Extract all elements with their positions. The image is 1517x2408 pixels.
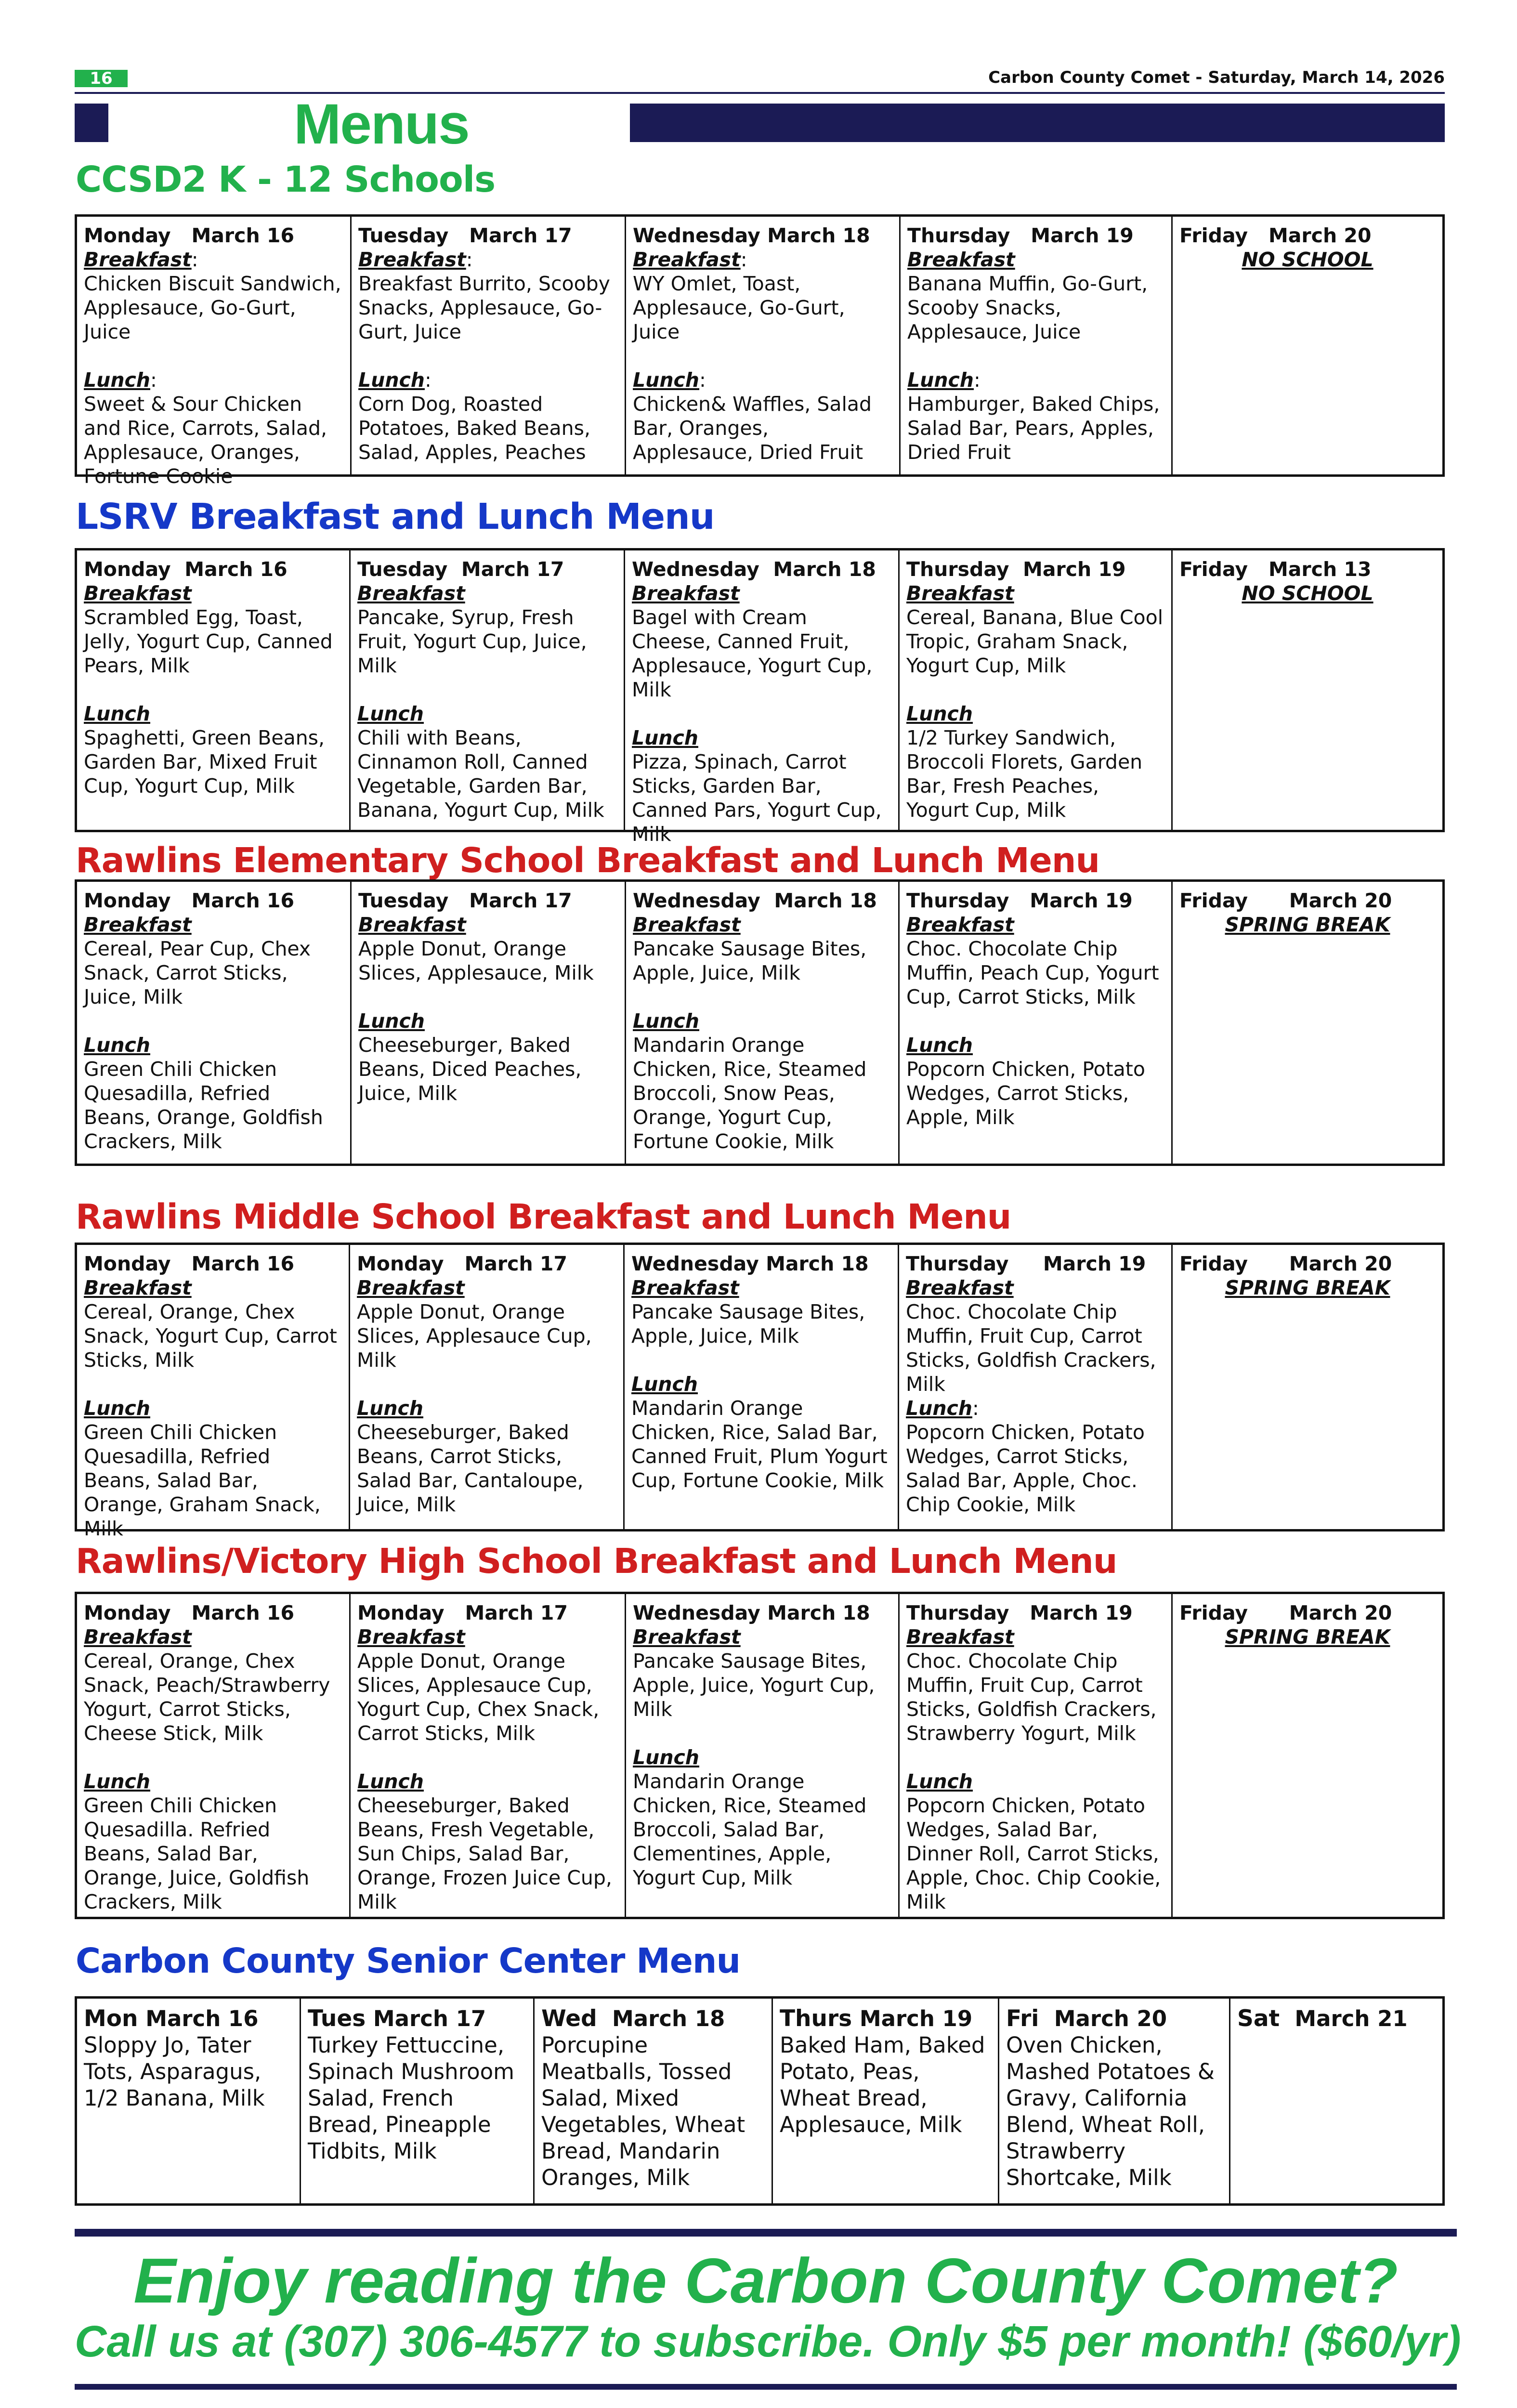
ccsd2-title: CCSD2 K - 12 Schools <box>76 159 496 200</box>
lunch-items: Popcorn Chicken, Potato Wedges, Carrot Sticks, Salad Bar, Apple, Choc. Chip Cookie, Milk <box>906 1421 1145 1516</box>
breakfast-items: Bagel with Cream Cheese, Canned Fruit, Applesauce, Yogurt Cup, Milk <box>632 606 873 701</box>
lsrv-title: LSRV Breakfast and Lunch Menu <box>76 496 715 537</box>
header-square <box>75 104 108 142</box>
lunch-items: Cheeseburger, Baked Beans, Carrot Sticks, Salad Bar, Cantaloupe, Juice, Milk <box>357 1421 584 1516</box>
menu-day-cell: Thursday March 19 Breakfast Cereal, Banana, Blue Cool Tropic, Graham Snack, Yogurt Cup, Milk Lunch 1/2 Turkey Sandwich, Broccoli Florets, Garden Bar, Fresh Peaches, Yogurt Cup, Milk <box>900 550 1173 830</box>
spring-break-note: SPRING BREAK <box>1225 1276 1390 1299</box>
senior-menu-items: Sloppy Jo, Tater Tots, Asparagus, 1/2 Banana, Milk <box>84 2032 265 2111</box>
menu-day-cell: Thursday March 19 Breakfast Choc. Chocolate Chip Muffin, Fruit Cup, Carrot Sticks, Goldfish Crackers, Milk Lunch: Popcorn Chicken, Potato Wedges, Carrot Sticks, Salad Bar, Apple, Choc. Chip Cookie, Milk <box>899 1245 1173 1529</box>
breakfast-items: WY Omlet, Toast, Applesauce, Go-Gurt, Juice <box>633 272 845 343</box>
menu-day-cell: Monday March 17 Breakfast Apple Donut, Orange Slices, Applesauce Cup, Yogurt Cup, Chex Snack, Carrot Sticks, Milk Lunch Cheeseburger, Baked Beans, Fresh Vegetable, Sun Chips, Salad Bar, Orange, Frozen Juice Cup, Milk <box>351 1594 626 1917</box>
senior-menu-table <box>75 1996 1445 2206</box>
page-number: 16 <box>75 70 128 87</box>
promo-bottom-rule <box>75 2384 1457 2390</box>
high-menu-table <box>75 1592 1445 1919</box>
menu-day-cell: Monday March 16 Breakfast Cereal, Orange, Chex Snack, Yogurt Cup, Carrot Sticks, Milk Lunch Green Chili Chicken Quesadilla, Refried Beans, Salad Bar, Orange, Graham Snack, Milk <box>77 1245 350 1529</box>
publication-dateline: Carbon County Comet - Saturday, March 14, 2026 <box>988 68 1445 87</box>
menu-day-cell: Thurs March 19 Baked Ham, Baked Potato, Peas, Wheat Bread, Applesauce, Milk <box>773 1999 999 2203</box>
high-title: Rawlins/Victory High School Breakfast and Lunch Menu <box>76 1541 1117 1581</box>
breakfast-items: Cereal, Pear Cup, Chex Snack, Carrot Sticks, Juice, Milk <box>84 937 311 1008</box>
senior-menu-items: Turkey Fettuccine, Spinach Mushroom Salad, French Bread, Pineapple Tidbits, Milk <box>308 2032 515 2164</box>
header-rule <box>75 92 1445 94</box>
promo-top-rule <box>75 2229 1457 2237</box>
menu-day-cell: Wednesday March 18 Breakfast Bagel with Cream Cheese, Canned Fruit, Applesauce, Yogurt Cup, Milk Lunch Pizza, Spinach, Carrot Sticks, Garden Bar, Canned Pars, Yogurt Cup, Milk <box>625 550 900 830</box>
spring-break-note: SPRING BREAK <box>1225 1625 1390 1649</box>
elementary-title: Rawlins Elementary School Breakfast and Lunch Menu <box>76 840 1100 880</box>
menu-day-cell: Fri March 20 Oven Chicken, Mashed Potatoes & Gravy, California Blend, Wheat Roll, Strawberry Shortcake, Milk <box>999 1999 1230 2203</box>
lunch-items: Popcorn Chicken, Potato Wedges, Carrot Sticks, Apple, Milk <box>906 1058 1145 1129</box>
menu-day-cell: Friday March 13 NO SCHOOL <box>1173 550 1442 830</box>
breakfast-items: Banana Muffin, Go-Gurt, Scooby Snacks, Applesauce, Juice <box>907 272 1148 343</box>
menu-day-cell: Friday March 20 SPRING BREAK <box>1173 1594 1442 1917</box>
lunch-items: 1/2 Turkey Sandwich, Broccoli Florets, Garden Bar, Fresh Peaches, Yogurt Cup, Milk <box>906 726 1143 822</box>
menu-day-cell: Monday March 16 Breakfast Cereal, Pear Cup, Chex Snack, Carrot Sticks, Juice, Milk Lunch Green Chili Chicken Quesadilla, Refried Beans, Orange, Goldfish Crackers, Milk <box>77 882 352 1164</box>
lunch-items: Green Chili Chicken Quesadilla. Refried Beans, Salad Bar, Orange, Juice, Goldfish Crackers, Milk <box>84 1794 310 1913</box>
promo-headline: Enjoy reading the Carbon County Comet? <box>133 2245 1398 2316</box>
lunch-items: Cheeseburger, Baked Beans, Fresh Vegetable, Sun Chips, Salad Bar, Orange, Frozen Juice Cup, Milk <box>357 1794 612 1913</box>
middle-title: Rawlins Middle School Breakfast and Lunch Menu <box>76 1197 1011 1237</box>
breakfast-items: Apple Donut, Orange Slices, Applesauce Cup, Milk <box>357 1300 592 1372</box>
lunch-items: Popcorn Chicken, Potato Wedges, Salad Bar, Dinner Roll, Carrot Sticks, Apple, Choc. Chip Cookie, Milk <box>906 1794 1161 1913</box>
breakfast-items: Cereal, Banana, Blue Cool Tropic, Graham Snack, Yogurt Cup, Milk <box>906 606 1164 677</box>
promo-subscribe-line: Call us at (307) 306-4577 to subscribe. Only $5 per month! ($60/yr) <box>75 2317 1461 2366</box>
lunch-items: Sweet & Sour Chicken and Rice, Carrots, Salad, Applesauce, Oranges, Fortune Cookie <box>84 393 327 488</box>
menu-day-cell: Tuesday March 17 Breakfast Apple Donut, Orange Slices, Applesauce, Milk Lunch Cheeseburger, Baked Beans, Diced Peaches, Juice, Milk <box>352 882 626 1164</box>
menu-day-cell: Tues March 17 Turkey Fettuccine, Spinach Mushroom Salad, French Bread, Pineapple Tidbits, Milk <box>301 1999 535 2203</box>
breakfast-items: Pancake Sausage Bites, Apple, Juice, Milk <box>631 1300 865 1348</box>
menu-day-cell: Monday March 16 Breakfast Cereal, Orange, Chex Snack, Peach/Strawberry Yogurt, Carrot Sticks, Cheese Stick, Milk Lunch Green Chili Chicken Quesadilla. Refried Beans, Salad Bar, Orange, Juice, Goldfish Crackers, Milk <box>77 1594 351 1917</box>
menu-day-cell: Wednesday March 18 Breakfast Pancake Sausage Bites, Apple, Juice, Yogurt Cup, Milk Lunch Mandarin Orange Chicken, Rice, Steamed Broccoli, Salad Bar, Clementines, Apple, Yogurt Cup, Milk <box>626 1594 900 1917</box>
menu-day-cell: Friday March 20 SPRING BREAK <box>1173 1245 1442 1529</box>
spring-break-note: SPRING BREAK <box>1225 913 1390 936</box>
lunch-items: Corn Dog, Roasted Potatoes, Baked Beans, Salad, Apples, Peaches <box>358 393 591 464</box>
breakfast-items: Chicken Biscuit Sandwich, Applesauce, Go-Gurt, Juice <box>84 272 341 343</box>
breakfast-items: Pancake Sausage Bites, Apple, Juice, Yogurt Cup, Milk <box>633 1649 875 1721</box>
breakfast-items: Pancake Sausage Bites, Apple, Juice, Milk <box>633 937 867 984</box>
lunch-items: Cheeseburger, Baked Beans, Diced Peaches, Juice, Milk <box>358 1034 582 1105</box>
senior-menu-items: Baked Ham, Baked Potato, Peas, Wheat Bread, Applesauce, Milk <box>780 2032 985 2137</box>
menu-day-cell: Wed March 18 Porcupine Meatballs, Tossed Salad, Mixed Vegetables, Wheat Bread, Mandarin Oranges, Milk <box>535 1999 773 2203</box>
header-bar <box>630 104 1445 142</box>
menu-day-cell: Thursday March 19 Breakfast Choc. Chocolate Chip Muffin, Peach Cup, Yogurt Cup, Carrot Sticks, Milk Lunch Popcorn Chicken, Potato Wedges, Carrot Sticks, Apple, Milk <box>900 882 1173 1164</box>
senior-title: Carbon County Senior Center Menu <box>76 1941 741 1981</box>
ccsd2-menu-table <box>75 214 1445 488</box>
lunch-items: Mandarin Orange Chicken, Rice, Steamed Broccoli, Snow Peas, Orange, Yogurt Cup, Fortune Cookie, Milk <box>633 1034 867 1153</box>
lunch-items: Chicken& Waffles, Salad Bar, Oranges, Applesauce, Dried Fruit <box>633 393 872 464</box>
no-school-note: NO SCHOOL <box>1242 248 1373 271</box>
elementary-menu-table <box>75 879 1445 1166</box>
middle-menu-table <box>75 1243 1445 1540</box>
menu-day-cell: Monday March 17 Breakfast Apple Donut, Orange Slices, Applesauce Cup, Milk Lunch Cheeseburger, Baked Beans, Carrot Sticks, Salad Bar, Cantaloupe, Juice, Milk <box>350 1245 625 1529</box>
menu-day-cell: Sat March 21 <box>1237 2005 1408 2032</box>
menu-day-cell: Monday March 16 Breakfast: Chicken Biscuit Sandwich, Applesauce, Go-Gurt, Juice Lunch: Sweet & Sour Chicken and Rice, Carrots, Salad, Applesauce, Oranges, Fortune Cookie <box>77 217 352 474</box>
lunch-items: Green Chili Chicken Quesadilla, Refried Beans, Salad Bar, Orange, Graham Snack, Milk <box>84 1421 321 1540</box>
breakfast-items: Choc. Chocolate Chip Muffin, Fruit Cup, Carrot Sticks, Goldfish Crackers, Strawberry Yogurt, Milk <box>906 1649 1157 1745</box>
menu-day-cell: Wednesday March 18 Breakfast Pancake Sausage Bites, Apple, Juice, Milk Lunch Mandarin Orange Chicken, Rice, Steamed Broccoli, Snow Peas, Orange, Yogurt Cup, Fortune Cookie, Milk <box>626 882 900 1164</box>
breakfast-items: Cereal, Orange, Chex Snack, Peach/Strawberry Yogurt, Carrot Sticks, Cheese Stick, Milk <box>84 1649 330 1745</box>
menu-day-cell: Thursday March 19 Breakfast Banana Muffin, Go-Gurt, Scooby Snacks, Applesauce, Juice Lunch: Hamburger, Baked Chips, Salad Bar, Pears, Apples, Dried Fruit <box>901 217 1173 474</box>
lunch-items: Spaghetti, Green Beans, Garden Bar, Mixed Fruit Cup, Yogurt Cup, Milk <box>84 726 325 798</box>
menu-day-cell: Monday March 16 Breakfast Scrambled Egg, Toast, Jelly, Yogurt Cup, Canned Pears, Milk Lunch Spaghetti, Green Beans, Garden Bar, Mixed Fruit Cup, Yogurt Cup, Milk <box>77 550 351 830</box>
no-school-note: NO SCHOOL <box>1242 582 1373 605</box>
breakfast-items: Cereal, Orange, Chex Snack, Yogurt Cup, Carrot Sticks, Milk <box>84 1300 337 1372</box>
senior-menu-items: Porcupine Meatballs, Tossed Salad, Mixed Vegetables, Wheat Bread, Mandarin Oranges, Milk <box>541 2032 745 2190</box>
menu-day-cell: Wednesday March 18 Breakfast: WY Omlet, Toast, Applesauce, Go-Gurt, Juice Lunch: Chicken& Waffles, Salad Bar, Oranges, Applesauce, Dried Fruit <box>626 217 901 474</box>
menu-day-cell: Friday March 20 NO SCHOOL <box>1173 217 1442 474</box>
page-header <box>75 65 1445 94</box>
breakfast-items: Apple Donut, Orange Slices, Applesauce Cup, Yogurt Cup, Chex Snack, Carrot Sticks, Milk <box>357 1649 600 1745</box>
lunch-items: Chili with Beans, Cinnamon Roll, Canned Vegetable, Garden Bar, Banana, Yogurt Cup, Milk <box>357 726 604 822</box>
menu-day-cell: Thursday March 19 Breakfast Choc. Chocolate Chip Muffin, Fruit Cup, Carrot Sticks, Goldfish Crackers, Strawberry Yogurt, Milk Lunch Popcorn Chicken, Potato Wedges, Salad Bar, Dinner Roll, Carrot Sticks, Apple, Choc. Chip Cookie, Milk <box>900 1594 1173 1917</box>
breakfast-items: Choc. Chocolate Chip Muffin, Peach Cup, Yogurt Cup, Carrot Sticks, Milk <box>906 937 1159 1008</box>
breakfast-items: Scrambled Egg, Toast, Jelly, Yogurt Cup, Canned Pears, Milk <box>84 606 333 677</box>
menu-day-cell: Wednesday March 18 Breakfast Pancake Sausage Bites, Apple, Juice, Milk Lunch Mandarin Orange Chicken, Rice, Salad Bar, Canned Fruit, Plum Yogurt Cup, Fortune Cookie, Milk <box>625 1245 899 1529</box>
breakfast-items: Apple Donut, Orange Slices, Applesauce, Milk <box>358 937 594 984</box>
breakfast-items: Breakfast Burrito, Scooby Snacks, Applesauce, Go-Gurt, Juice <box>358 272 610 343</box>
lunch-items: Pizza, Spinach, Carrot Sticks, Garden Bar, Canned Pars, Yogurt Cup, Milk <box>632 750 882 846</box>
menu-day-cell: Mon March 16 Sloppy Jo, Tater Tots, Asparagus, 1/2 Banana, Milk <box>77 1999 301 2203</box>
senior-menu-items: Oven Chicken, Mashed Potatoes & Gravy, California Blend, Wheat Roll, Strawberry Shortcake, Milk <box>1006 2032 1215 2190</box>
breakfast-items: Pancake, Syrup, Fresh Fruit, Yogurt Cup, Juice, Milk <box>357 606 587 677</box>
lsrv-menu-table <box>75 548 1445 846</box>
menu-day-cell: Tuesday March 17 Breakfast Pancake, Syrup, Fresh Fruit, Yogurt Cup, Juice, Milk Lunch Chili with Beans, Cinnamon Roll, Canned Vegetable, Garden Bar, Banana, Yogurt Cup, Milk <box>351 550 625 830</box>
menu-day-cell: Tuesday March 17 Breakfast: Breakfast Burrito, Scooby Snacks, Applesauce, Go-Gurt, Juice Lunch: Corn Dog, Roasted Potatoes, Baked Beans, Salad, Apples, Peaches <box>352 217 626 474</box>
lunch-items: Mandarin Orange Chicken, Rice, Salad Bar, Canned Fruit, Plum Yogurt Cup, Fortune Cookie, Milk <box>631 1397 888 1492</box>
page-title: Menus <box>294 92 469 156</box>
lunch-items: Hamburger, Baked Chips, Salad Bar, Pears, Apples, Dried Fruit <box>907 393 1160 464</box>
lunch-items: Green Chili Chicken Quesadilla, Refried Beans, Orange, Goldfish Crackers, Milk <box>84 1058 323 1153</box>
menu-day-cell: Friday March 20 SPRING BREAK <box>1173 882 1442 1164</box>
lunch-items: Mandarin Orange Chicken, Rice, Steamed Broccoli, Salad Bar, Clementines, Apple, Yogurt Cup, Milk <box>633 1770 867 1889</box>
breakfast-items: Choc. Chocolate Chip Muffin, Fruit Cup, Carrot Sticks, Goldfish Crackers, Milk <box>906 1300 1156 1396</box>
